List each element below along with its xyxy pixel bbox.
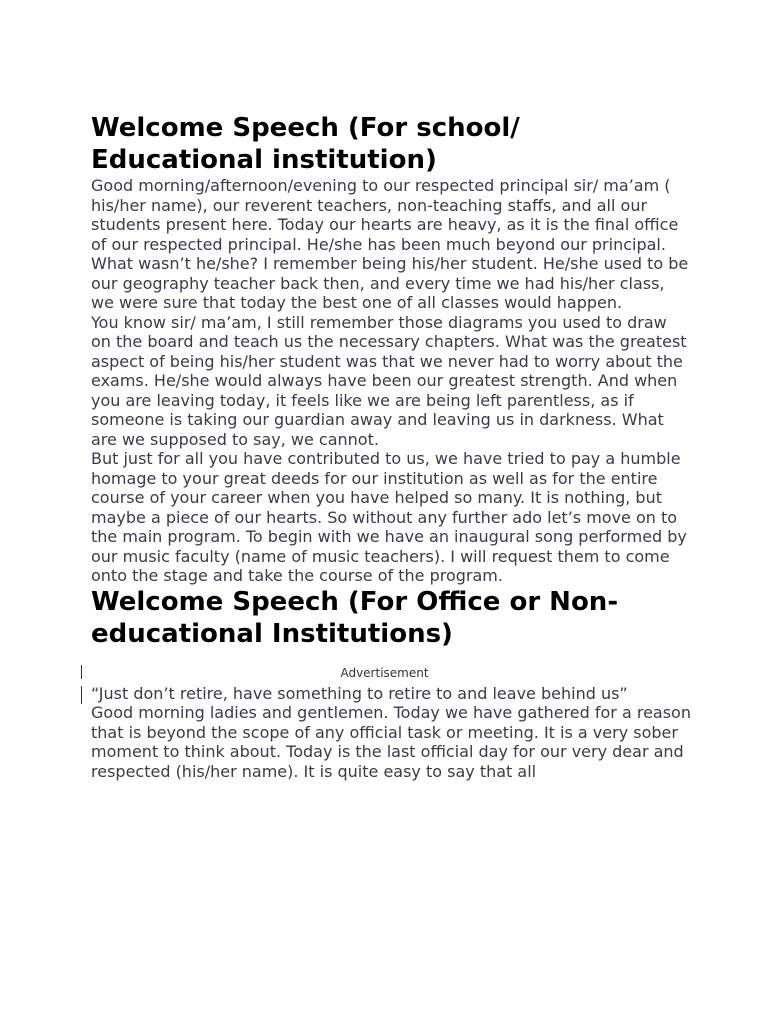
paragraph-1: Good morning/afternoon/evening to our respected principal sir/ ma’am ( his/her name), our reverent teachers, non-teaching staffs, and all our students present here. Today our hearts are heavy, as it is the final office of our respected principal. He/she has been much beyond our principal. What wasn’t he/she? I remember being his/her student. He/she used to be our geography teacher back then, and every time we had his/her class, we were sure that today the best one of all classes would happen. (91, 176, 689, 312)
paragraph-3: But just for all you have contributed to us, we have tried to pay a humble homage to your great deeds for our institution as well as for the entire course of your career when you have helped so many. It is nothing, but maybe a piece of our hearts. So without any further ado let’s move on to the main program. To begin with we have an inaugural song performed by our music faculty (name of music teachers). I will request them to come onto the stage and take the course of the program. (91, 449, 687, 585)
paragraph-4: Good morning ladies and gentlemen. Today we have gathered for a reason that is beyond the scope of any official task or meeting. It is a very sober moment to think about. Today is the last official day for our very dear and respected (his/her name). It is quite easy to say that all (91, 703, 691, 781)
quote-text: “Just don’t retire, have something to retire to and leave behind us” (91, 683, 628, 703)
article-body (91, 112, 691, 781)
section-heading-office: Welcome Speech (For Office or Non-educational Institutions) (91, 586, 619, 649)
quote-block (91, 684, 691, 704)
advertisement-label: Advertisement (340, 665, 429, 680)
section-heading-school: Welcome Speech (For school/ Educational institution) (91, 113, 520, 175)
advertisement-slot (91, 664, 691, 682)
ad-divider-bar (81, 665, 82, 679)
quote-divider-bar (81, 686, 82, 704)
paragraph-2: You know sir/ ma’am, I still remember those diagrams you used to draw on the board and teach us the necessary chapters. What was the greatest aspect of being his/her student was that we never had to worry about the exams. He/she would always have been our greatest strength. And when you are leaving today, it feels like we are being left parentless, as if someone is taking our guardian away and leaving us in darkness. What are we supposed to say, we cannot. (91, 312, 687, 449)
